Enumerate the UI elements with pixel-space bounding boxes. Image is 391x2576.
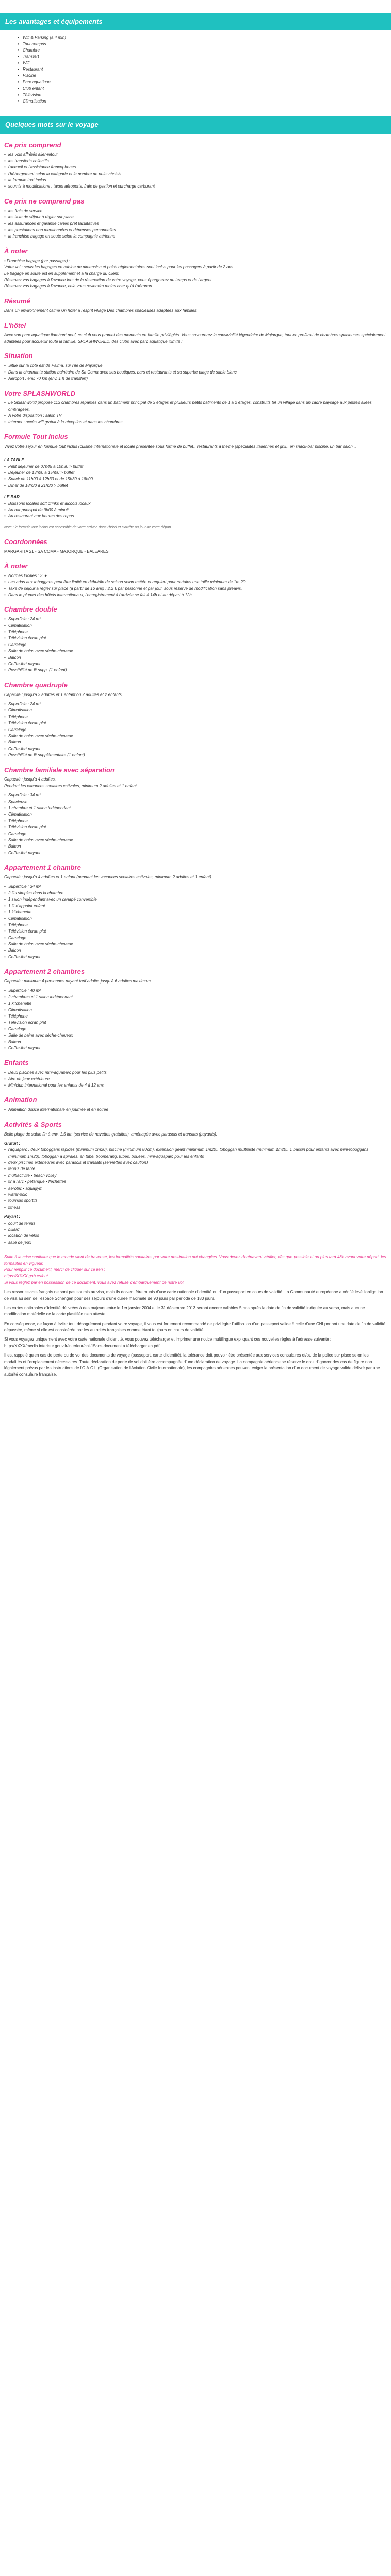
list-item: • Déjeuner de 13h00 à 15h00 > buffet [4, 470, 387, 476]
list-item: • Aéroport : env. 70 km (env. 1 h de transfert) [4, 376, 387, 382]
list-item: • billard [4, 1227, 387, 1233]
list-item: • aérobic • aquagym [4, 1185, 387, 1192]
situation-list [4, 363, 387, 382]
quad-intro: Capacité : jusqu'à 3 adultes et 1 enfant ou 2 adultes et 2 enfants. [4, 692, 123, 697]
advantage-item: • Tout compris [18, 41, 391, 47]
bar-title: LE BAR [4, 495, 20, 500]
list-item: • Télévision écran plat [4, 1020, 387, 1026]
list-item: • Téléphone [4, 629, 387, 635]
list-item: • Superficie : 34 m² [4, 884, 387, 890]
list-item: • Téléphone [4, 818, 387, 824]
list-item: • Possibilité de lit supp. (1 enfant) [4, 667, 387, 673]
list-item: • multiactivité • beach volley [4, 1173, 387, 1179]
list-item: • Superficie : 40 m² [4, 988, 387, 994]
hotel-text: Avec son parc aquatique flambant neuf, ce club vous promet des moments en famille privilégiés. Vous savourerez la convivialité légendaire de Majorque, tout en profitant de chambres spacieuses spécialement adaptées pour accueillir toute la famille. SPLASHWORLD, des clubs avec parc aquatique illimité ! [4, 332, 386, 344]
list-item: • les transferts collectifs [4, 158, 387, 164]
list-item: • Superficie : 34 m² [4, 792, 387, 799]
list-item: • soumis à modifications : taxes aéroports, frais de gestion et surcharge carburant [4, 183, 387, 190]
advantages-list [0, 35, 391, 105]
list-item: • Carrelage [4, 935, 387, 941]
list-item: • Taxe de séjour à régler sur place (à partir de 16 ans) : 2,2 € par personne et par jour, sous réserve de modification sans préavis. [4, 586, 387, 592]
family-title: Chambre familiale avec séparation [4, 766, 115, 774]
list-item: • Superficie : 24 m² [4, 701, 387, 707]
legal-p3: En conséquence, de façon à éviter tout désagrément pendant votre voyage, il vous est fortement recommandé de privilégier l'utilisation d'un passeport valide à celle d'une CNI portant une date de fin de validité dépassée, même si elle est considérée par les autorités françaises comme étant toujours en cours de validité. [4, 1321, 386, 1333]
list-item: • 1 lit d'appoint enfant [4, 903, 387, 909]
list-item: • Climatisation [4, 916, 387, 922]
list-item: • l'aquaparc : deux toboggans rapides (minimum 1m20), piscine (minimum 80cm), extension géant (minimum 1m20), toboggan multipiste (minimum 1m20), 1 bassin pour enfants avec mini-toboggans (minimum 1m20), toboggan à spirales, en tube, boomerang, tubes, bouées, mini-aquaparc pour les enfants [4, 1147, 387, 1160]
formula-text: Vivez votre séjour en formule tout inclus (cuisine internationale et locale présentée sous forme de buffet), restaurants à thème (spécialités italiennes et grill), en snack-bar piscine, un bar salon... [4, 444, 356, 449]
advantage-item: • Wifi [18, 60, 391, 66]
advantage-item: • Restaurant [18, 66, 391, 73]
list-item: • 2 chambres et 1 salon indépendant [4, 994, 387, 1001]
list-item: • les prestations non mentionnées et dépenses personnelles [4, 227, 387, 233]
list-item: • Climatisation [4, 707, 387, 714]
list-item: • Salle de bains avec sèche-cheveux [4, 1032, 387, 1039]
list-item: • court de tennis [4, 1221, 387, 1227]
about-banner: Quelques mots sur le voyage [0, 116, 391, 133]
list-item: • Coffre-fort payant [4, 850, 387, 856]
bar-note: Note : le formule tout inclus est accessible de votre arrivée dans l'hôtel et s'arrête au jour de votre départ. [4, 525, 172, 529]
legal-site-line: Pour remplir ce document, merci de cliquer sur ce lien : [4, 1267, 105, 1272]
list-item: • Aire de jeux extérieure [4, 1076, 387, 1082]
legal-warning: Suite à la crise sanitaire que le monde vient de traverser, les formalités sanitaires par votre destination ont changées. Vous devez dorénavant vérifier, dès que possible et au plus tard 48h avant votre départ, les formalités en vigueur. [4, 1255, 386, 1266]
apt1-list [4, 884, 387, 960]
free-list [4, 1147, 387, 1211]
list-item: • Coffre-fort payant [4, 1045, 387, 1052]
legal-p1: Les ressortissants français ne sont pas soumis au visa, mais ils doivent être munis d'une carte nationale d'identité ou d'un passeport en cours de validité. La Communauté européenne a vérifié levé l'obligation de visa au sein de l'espace Schengen pour des séjours d'une durée maximale de 90 jours par période de 180 jours. [4, 1290, 383, 1301]
situation-title: Situation [4, 352, 33, 360]
table-title: LA TABLE [4, 457, 24, 463]
list-item: • Télévision écran plat [4, 720, 387, 726]
list-item: • Coffre-fort payant [4, 746, 387, 752]
list-item: • Téléphone [4, 922, 387, 928]
list-item: • tennis de table [4, 1166, 387, 1172]
list-item: • Le Splashworld propose 113 chambres réparties dans un bâtiment principal de 3 étages et plusieurs petits bâtiments de 1 à 2 étages, construits tel un village dans un cadre paysagé aux petites allées ombragées. [4, 400, 387, 413]
list-item: • 1 kitchenette [4, 909, 387, 916]
summary-text: Dans un environnement calme Un hôtel à l'esprit village Des chambres spacieuses adaptées aux familles [4, 308, 197, 313]
quad-list [4, 701, 387, 759]
list-item: • fitness [4, 1205, 387, 1211]
list-item: • la formule tout inclus [4, 177, 387, 183]
kids-title: Enfants [4, 1059, 29, 1067]
list-item: • Au bar principal de 9h00 à minuit [4, 507, 387, 513]
list-item: • l'hébergement selon la catégorie et le nombre de nuits choisis [4, 171, 387, 177]
list-item: • Carrelage [4, 727, 387, 733]
double-title: Chambre double [4, 605, 57, 614]
list-item: Réservez vos bagages à l'avance lors de la réservation de votre voyage, vous épargnerez du temps et de l'argent. [4, 277, 213, 282]
legal-extra-warning: Si vous réglez par en possession de ce document, vous avez refusé d'embarquement de notre vol. [4, 1280, 185, 1285]
list-item: • tir à l'arc • pétanque • fléchettes [4, 1179, 387, 1185]
list-item: Le bagage en soute est en supplément et à la charge du client. [4, 271, 120, 276]
list-item: • la franchise bagage en soute selon la compagnie aérienne [4, 233, 387, 240]
list-item: • tournois sportifs [4, 1198, 387, 1204]
list-item: • Animation douce internationale en journée et en soirée [4, 1107, 387, 1113]
note-lines [4, 258, 387, 290]
coords-title: Coordonnées [4, 537, 47, 546]
activities-title: Activités & Sports [4, 1120, 62, 1128]
list-item: • 1 chambre et 1 salon indépendant [4, 805, 387, 811]
paid-list [4, 1221, 387, 1246]
list-item: Réservez vos bagages à l'avance, cela vous reviendra moins cher qu'à l'aéroport. [4, 284, 154, 289]
list-item: Pendant les vacances scolaires estivales, minimum 2 adultes et 1 enfant. [4, 783, 138, 788]
price-includes-list [4, 151, 387, 190]
legal-link[interactable]: https://XXXX.gob.es/ou/ [4, 1274, 48, 1279]
list-item: • Possibilité de lit supplémentaire (1 enfant) [4, 752, 387, 758]
list-item: • Balcon [4, 947, 387, 954]
hotel-title: L'hôtel [4, 321, 26, 329]
list-item: • Télévision écran plat [4, 824, 387, 831]
list-item: • Situé sur la côte est de Palma, sur l'île de Majorque [4, 363, 387, 369]
list-item: • Les ados aux toboggans peut être limité en début/fin de saison selon météo et requiert pour certains une taille minimum de 1m 20. [4, 579, 387, 585]
list-item: • Spacieuse [4, 799, 387, 805]
note2-title: À noter [4, 562, 28, 570]
formula-title: Formule Tout Inclus [4, 432, 68, 440]
list-item: • Deux piscines avec mini-aquaparc pour les plus petits [4, 1070, 387, 1076]
apt2-intro: Capacité : minimum 4 personnes payant tarif adulte, jusqu'à 6 adultes maximum. [4, 978, 152, 984]
list-item: • Dans la charmante station balnéaire de Sa Coma avec ses boutiques, bars et restaurants et sa superbe plage de sable blanc [4, 369, 387, 376]
list-item: • À votre disposition : salon TV [4, 413, 387, 419]
quad-title: Chambre quadruple [4, 681, 68, 689]
list-item: • Climatisation [4, 1007, 387, 1013]
price-excludes-list [4, 208, 387, 240]
advantage-item: • Parc aquatique [18, 79, 391, 86]
double-list [4, 616, 387, 674]
apt1-title: Appartement 1 chambre [4, 863, 81, 872]
price-includes-title: Ce prix comprend [4, 141, 61, 149]
animation-list [4, 1107, 387, 1113]
splash-title: Votre SPLASHWORLD [4, 389, 76, 397]
list-item: • Balcon [4, 1039, 387, 1045]
list-item: • Coffre-fort payant [4, 954, 387, 960]
list-item: • 2 lits simples dans la chambre [4, 890, 387, 896]
list-item: • Climatisation [4, 811, 387, 818]
note-title: À noter [4, 247, 28, 255]
list-item: • Au restaurant aux heures des repas [4, 513, 387, 519]
list-item: • location de vélos [4, 1233, 387, 1239]
summary-title: Résumé [4, 297, 30, 305]
advantage-item: • Chambre [18, 47, 391, 54]
list-item: • Climatisation [4, 623, 387, 629]
list-item: • Balcon [4, 739, 387, 745]
kids-list [4, 1070, 387, 1089]
activities-intro: Belle plage de sable fin à env. 1,5 km (service de navettes gratuites), aménagée avec parasols et transats (payants). [4, 1131, 217, 1137]
list-item: • water-polo [4, 1192, 387, 1198]
list-item: • Snack de 11h00 à 12h30 et de 15h30 à 18h00 [4, 476, 387, 482]
list-item: • Salle de bains avec sèche-cheveux [4, 648, 387, 654]
animation-title: Animation [4, 1096, 37, 1104]
list-item: • Franchise bagage (par passager) : [4, 258, 70, 263]
bar-list [4, 501, 387, 520]
list-item: • Dans le plupart des hôtels internationaux, l'enregistrement à l'arrivée se fait à 14h et au départ à 12h. [4, 592, 387, 598]
list-item: • les vols affrétés aller-retour [4, 151, 387, 158]
legal-p5: Il est rappelé qu'en cas de perte ou de vol des documents de voyage (passeport, carte d'identité), la tolérance doit pouvoir être présentée aux services consulaires et/ou de la police sur place selon les modalités et l'emplacement nécessaires. Toute déclaration de perte de vol doit être accompagnée d'une déclaration de voyage. La compagnie aérienne se réserve le droit d'ignorer des cas de figure non légalement prévus par les instructions de l'O.A.C.I. (Organisation de l'Aviation Civile Internationale), les compagnies aériennes peuvent exiger la présentation d'un document de voyage valide délivré par une autorité consulaire française. [4, 1353, 380, 1377]
advantage-item: • Télévision [18, 92, 391, 98]
advantage-item: • Piscine [18, 73, 391, 79]
free-title: Gratuit : [4, 1141, 21, 1146]
apt1-intro: Capacité : jusqu'à 4 adultes et 1 enfant (pendant les vacances scolaires estivales, minimum 2 adultes et 1 enfant). [4, 875, 213, 880]
advantages-banner: Les avantages et équipements [0, 13, 391, 30]
list-item: • Carrelage [4, 1026, 387, 1032]
list-item: • les frais de service [4, 208, 387, 214]
list-item: • l'accueil et l'assistance francophones [4, 164, 387, 171]
list-item: • Normes locales : 3 ★ [4, 573, 387, 579]
list-item: • Petit déjeuner de 07h45 à 10h30 > buffet [4, 464, 387, 470]
advantage-item: • Club enfant [18, 86, 391, 92]
list-item: • Salle de bains avec sèche-cheveux [4, 837, 387, 843]
advantage-item: • Transfert [18, 54, 391, 60]
splash-list [4, 400, 387, 426]
list-item: • 1 kitchenette [4, 1001, 387, 1007]
legal-p2: Les cartes nationales d'identité délivrées à des majeurs entre le 1er janvier 2004 et le 31 décembre 2013 seront encore valables 5 ans après la date de fin de validité indiquée au verso, mais aucune modification matérielle de la carte plastifiée n'en atteste. [4, 1305, 365, 1317]
list-item: • Téléphone [4, 714, 387, 720]
family-list [4, 792, 387, 856]
table-list [4, 464, 387, 489]
legal-p4: Si vous voyagez uniquement avec votre carte nationale d'identité, vous pouvez télécharger et imprimer une notice multilingue expliquant ces nouvelles règles à l'adresse suivante : http://XXXX/media.interieur.gouv.fr/interieur/cni-15ans-document a télécharger en.pdf [4, 1337, 332, 1348]
note2-list [4, 573, 387, 599]
coords-address: MARGARITA 21 - SA COMA - MAJORQUE - BALEARES [4, 549, 109, 554]
list-item: • Télévision écran plat [4, 928, 387, 935]
list-item: • Superficie : 24 m² [4, 616, 387, 622]
list-item: • deux piscines extérieures avec parasols et transats (serviettes avec caution) [4, 1160, 387, 1166]
paid-title: Payant : [4, 1214, 21, 1219]
list-item: • les taxe de séjour à régler sur place [4, 214, 387, 221]
family-intro [4, 776, 387, 789]
list-item: • Internet : accès wifi gratuit à la réception et dans les chambres. [4, 419, 387, 426]
list-item: • Balcon [4, 843, 387, 850]
advantage-item: • Climatisation [18, 98, 391, 105]
list-item: • Télévision écran plat [4, 635, 387, 641]
list-item: • Boissons locales soft drinks et alcools locaux [4, 501, 387, 507]
list-item: • salle de jeux [4, 1240, 387, 1246]
list-item: • Dîner de 18h30 à 21h30 > buffet [4, 483, 387, 489]
list-item: • Carrelage [4, 831, 387, 837]
list-item: • Salle de bains avec sèche-cheveux [4, 941, 387, 947]
price-excludes-title: Ce prix ne comprend pas [4, 197, 85, 205]
list-item: • les assurances et garantie cartes prêt facultatives [4, 221, 387, 227]
list-item: • Miniclub international pour les enfants de 4 à 12 ans [4, 1082, 387, 1089]
list-item: Capacité : jusqu'à 4 adultes. [4, 777, 56, 782]
advantage-item: • Wifi & Parking (à 4 min) [18, 35, 391, 41]
apt2-title: Appartement 2 chambres [4, 968, 85, 976]
list-item: • Salle de bains avec sèche-cheveux [4, 733, 387, 739]
list-item: • 1 salon indépendant avec un canapé convertible [4, 896, 387, 903]
list-item: Votre vol : seuls les bagages en cabine de dimension et poids réglementaires sont inclus pour les passagers à partir de 2 ans. [4, 264, 235, 269]
list-item: • Balcon [4, 655, 387, 661]
apt2-list [4, 988, 387, 1052]
list-item: • Téléphone [4, 1013, 387, 1020]
list-item: • Carrelage [4, 642, 387, 648]
list-item: • Coffre-fort payant [4, 661, 387, 667]
